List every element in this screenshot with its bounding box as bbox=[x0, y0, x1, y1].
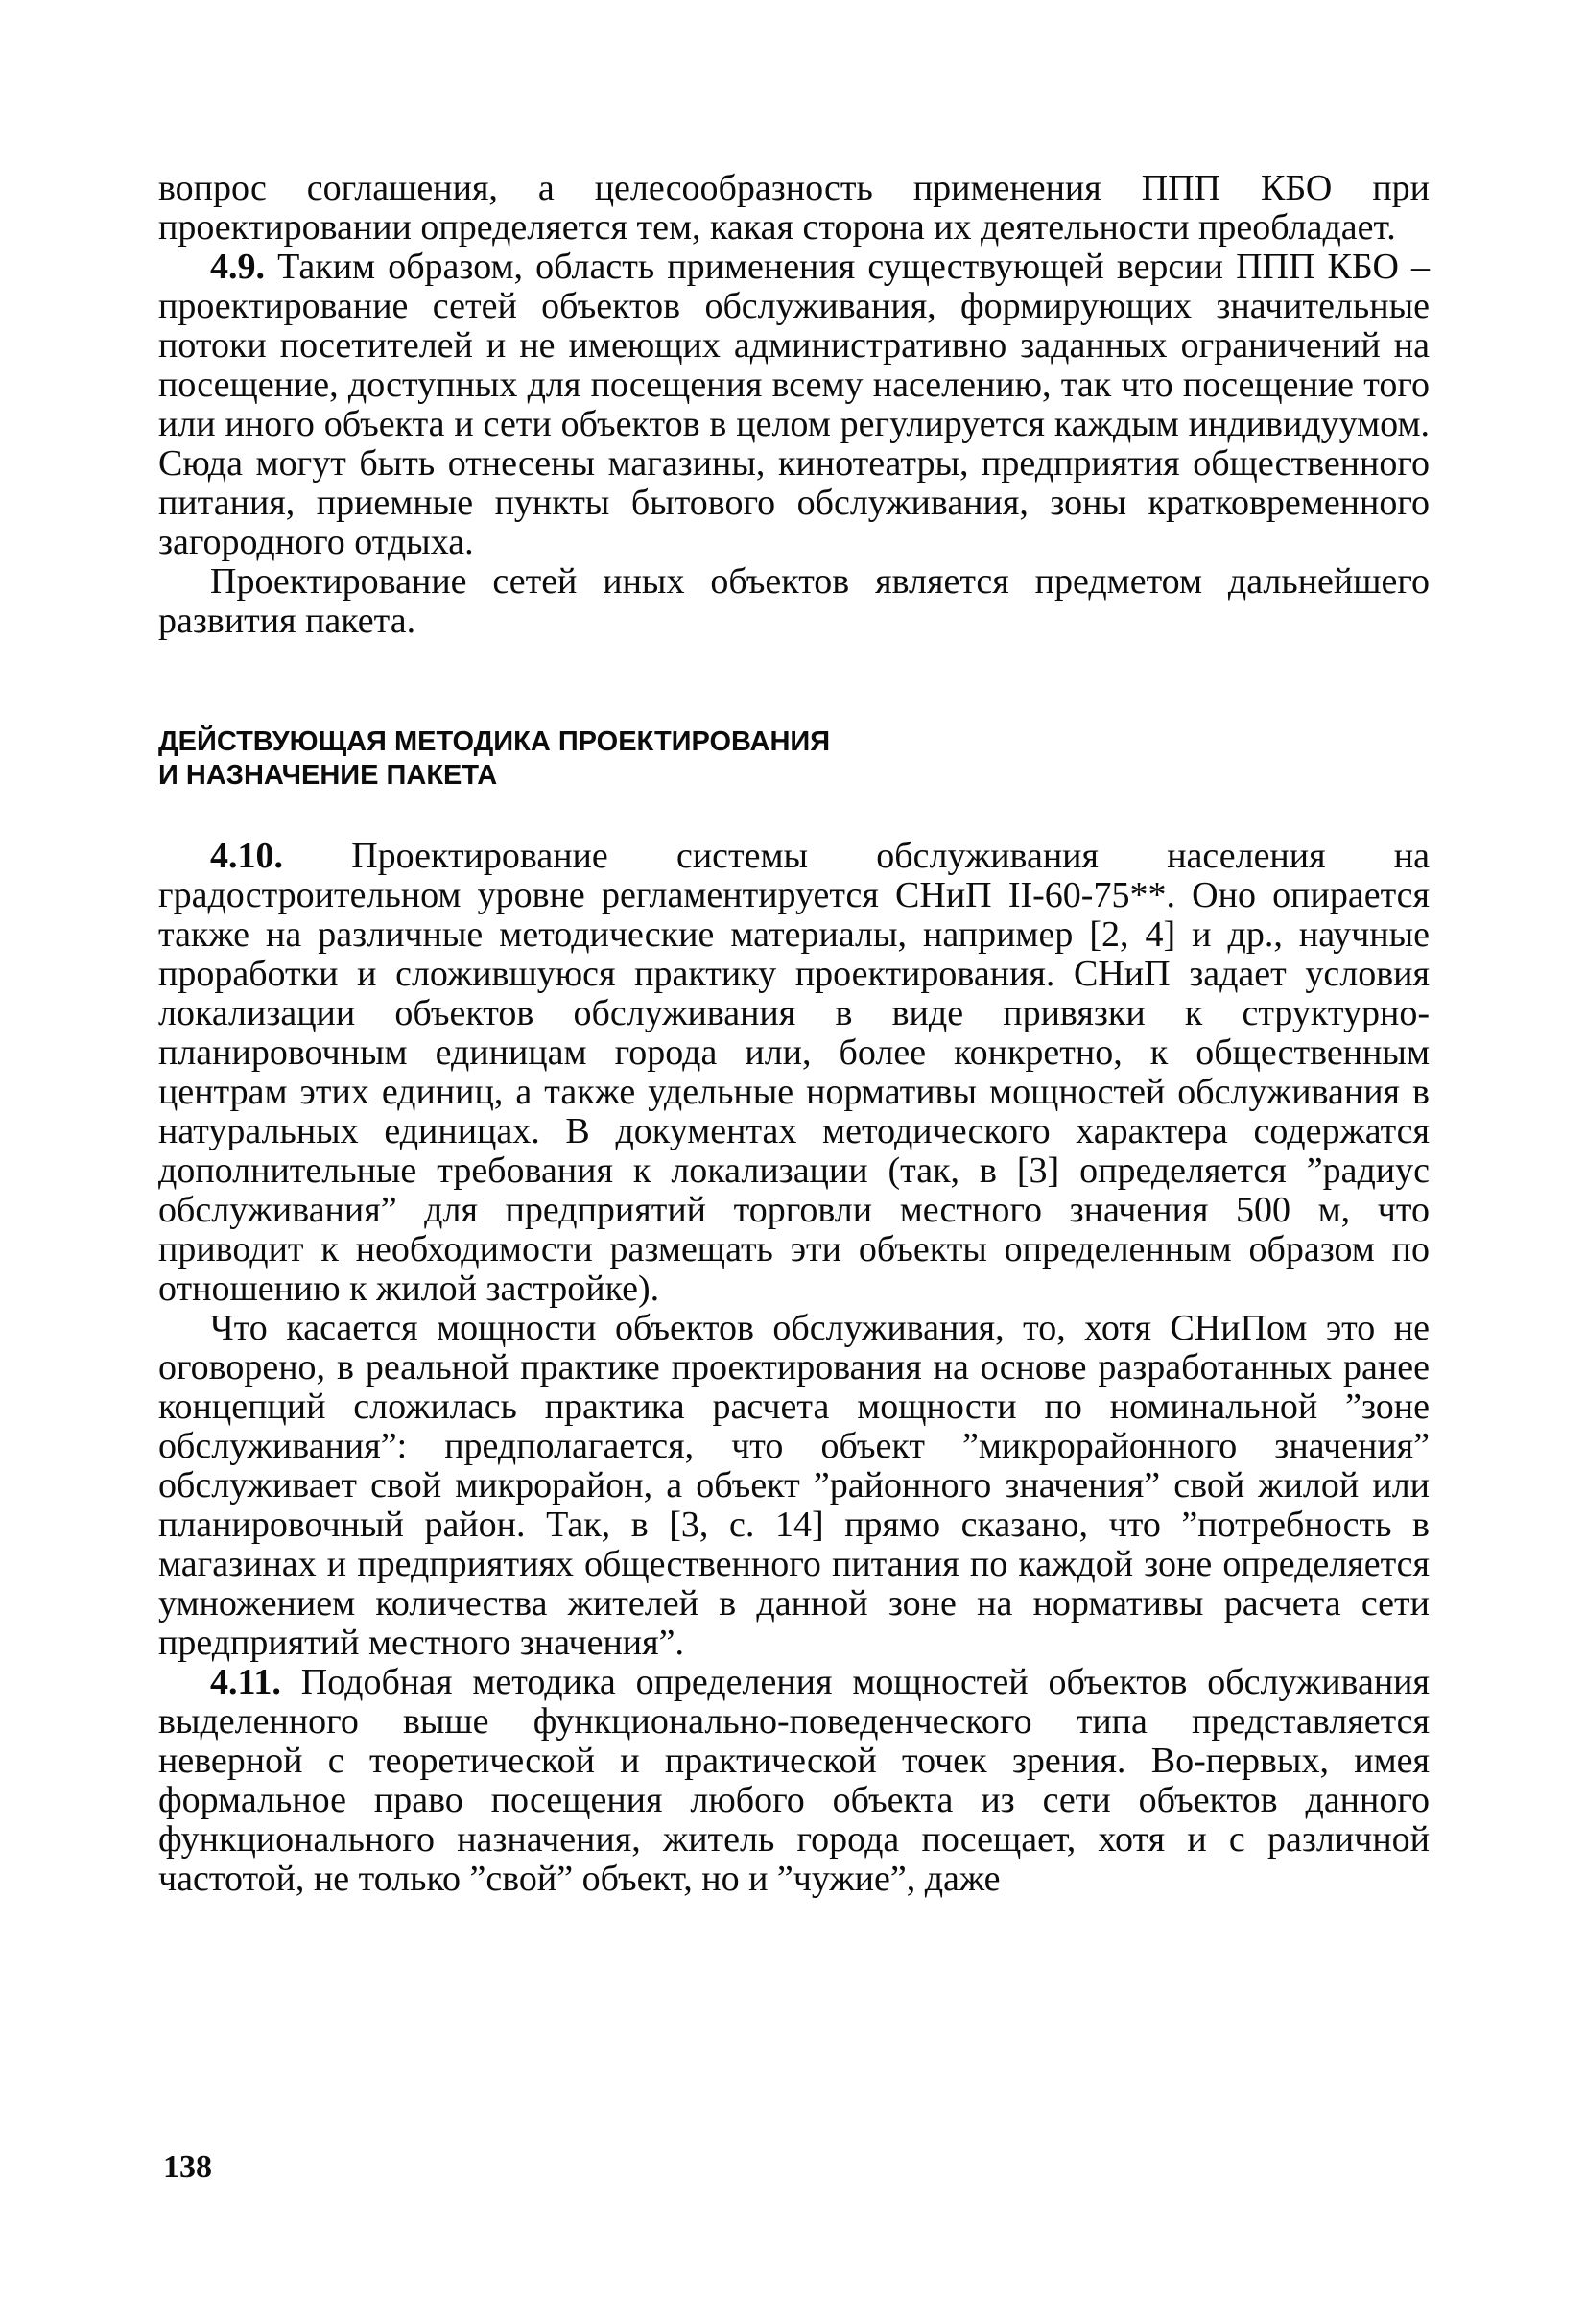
section-number-4-10: 4.10. bbox=[210, 836, 283, 876]
paragraph-4-9-text: Таким образом, область применения существующей версии ППП КБО – проектирование сетей объектов обслуживания, формирующих значительные потоки посетителей и не имеющих административно заданных ограничений на посещение, доступных для посещения всему населению, так что посещение того или иного объекта и сети объектов в целом регулируется каждым индивидуумом. Сюда могут быть отнесены магазины, кинотеатры, предприятия общественного питания, приемные пункты бытового обслуживания, зоны кратковременного загородного отдыха. bbox=[158, 247, 1430, 562]
section-heading bbox=[158, 725, 1430, 793]
paragraph-4-9-continued: Проектирование сетей иных объектов является предметом дальнейшего развития пакета. bbox=[158, 561, 1430, 641]
paragraph-4-10-continued: Что касается мощности объектов обслуживания, то, хотя СНиПом это не оговорено, в реальной практике проектирования на основе разработанных ранее концепций сложилась практика расчета мощности по номинальной ”зоне обслуживания”: предполагается, что объект ”микрорайонного значения” обслуживает свой микрорайон, а объект ”районного значения” свой жилой или планировочный район. Так, в [3, с. 14] прямо сказано, что ”потребность в магазинах и предприятиях общественного питания по каждой зоне определяется умножением количества жителей в данной зоне на нормативы расчета сети предприятий местного значения”. bbox=[158, 1308, 1430, 1663]
paragraph-4-9 bbox=[158, 248, 1430, 562]
paragraph-4-10-text: Проектирование системы обслуживания населения на градостроительном уровне регламентируется СНиП II-60-75**. Оно опирается также на различные методические материалы, например [2, 4] и др., научные проработки и сложившуюся практику проектирования. СНиП задает условия локализации объектов обслуживания в виде привязки к структурно-планировочным единицам города или, более конкретно, к общественным центрам этих единиц, а также удельные нормативы мощностей обслуживания в натуральных единицах. В документах методического характера содержатся дополнительные требования к локализации (так, в [3] определяется ”радиус обслуживания” для предприятий торговли местного значения 500 м, что приводит к необходимости размещать эти объекты определенным образом по отношению к жилой застройке). bbox=[158, 836, 1430, 1309]
paragraph-4-10 bbox=[158, 837, 1430, 1309]
paragraph-intro: вопрос соглашения, а целесообразность применения ППП КБО при проектировании определяется тем, какая сторона их деятельности преобладает. bbox=[158, 168, 1430, 248]
page-number: 138 bbox=[163, 2149, 212, 2185]
section-number-4-11: 4.11. bbox=[210, 1662, 281, 1702]
paragraph-4-11-text: Подобная методика определения мощностей объектов обслуживания выделенного выше функционально-поведенческого типа представляется неверной с теоретической и практической точек зрения. Во-первых, имея формальное право посещения любого объекта из сети объектов данного функционального назначения, житель города посещает, хотя и с различной частотой, не только ”свой” объект, но и ”чужие”, даже bbox=[158, 1662, 1430, 1899]
page-body bbox=[158, 169, 1430, 1899]
section-heading-line-1: ДЕЙСТВУЮЩАЯ МЕТОДИКА ПРОЕКТИРОВАНИЯ bbox=[158, 726, 831, 757]
section-heading-line-2: И НАЗНАЧЕНИЕ ПАКЕТА bbox=[158, 760, 498, 791]
paragraph-4-11 bbox=[158, 1663, 1430, 1899]
section-number-4-9: 4.9. bbox=[210, 247, 265, 287]
